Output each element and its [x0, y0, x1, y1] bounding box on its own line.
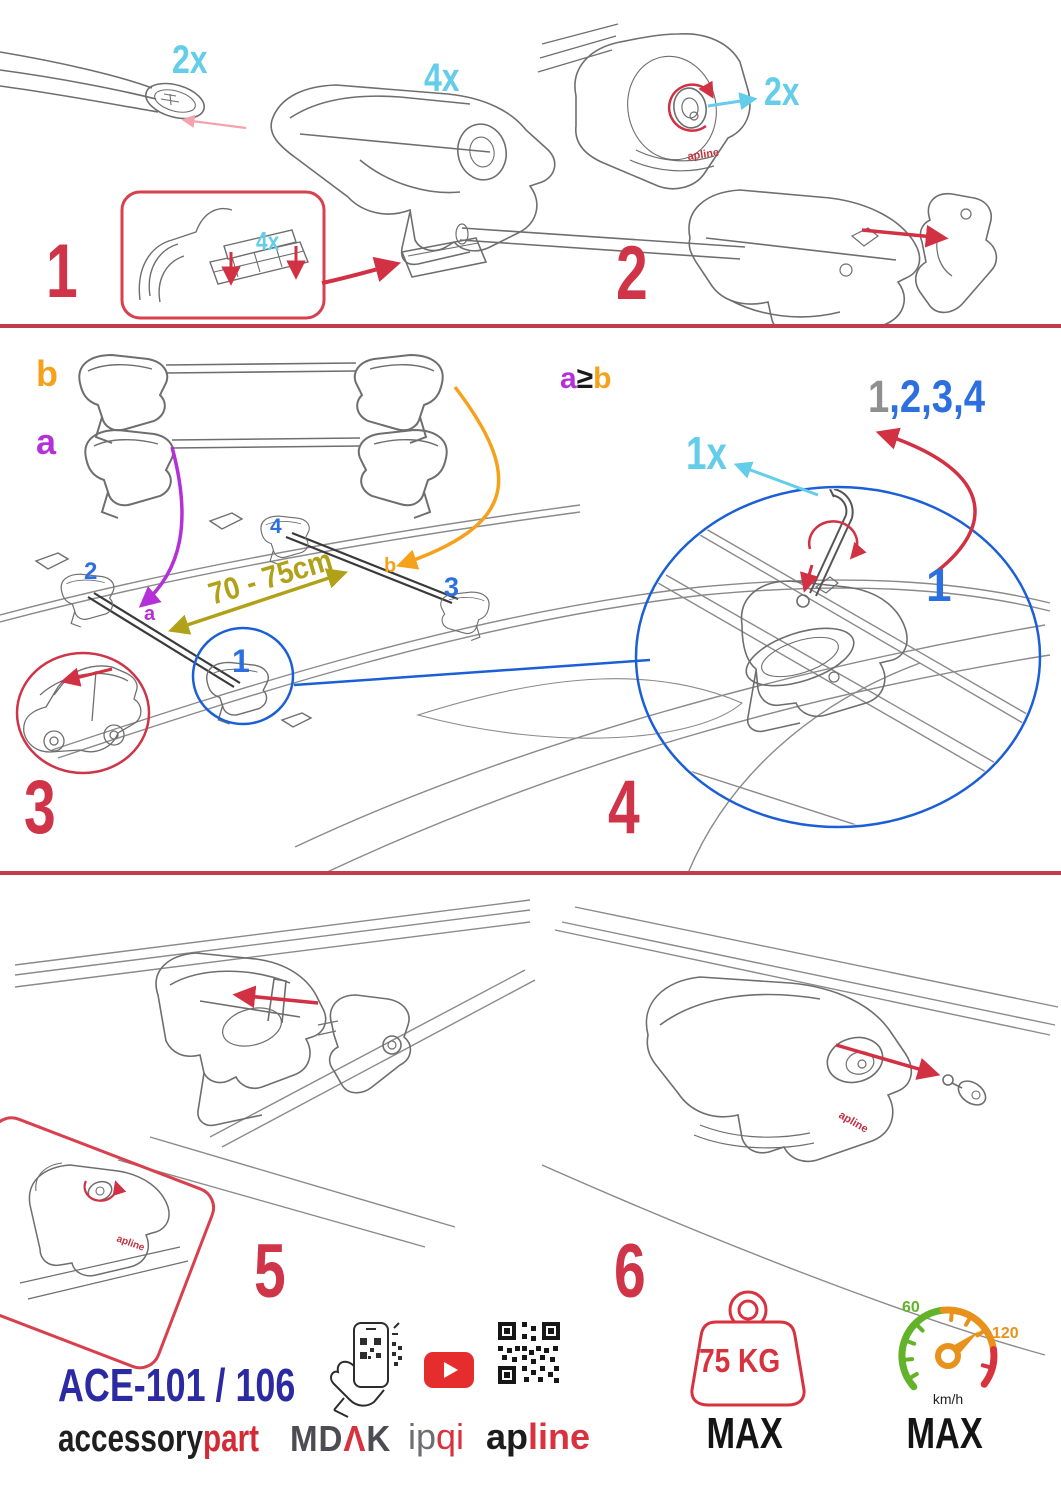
foot-qty-label: 4x	[424, 56, 460, 100]
apline-black: ap	[486, 1416, 529, 1457]
loose-pads	[36, 513, 311, 727]
brand-part-red: part	[203, 1418, 260, 1460]
locked-clamp	[646, 977, 990, 1161]
key-remove-arrow	[836, 1045, 936, 1074]
step-5-number: 5	[254, 1229, 285, 1314]
cover-slide-arrow	[237, 995, 318, 1003]
sequence-rest: ,2,3,4	[889, 371, 985, 422]
steps-1-2-illustrations	[0, 0, 1061, 325]
speed-low-label: 60	[902, 1299, 920, 1316]
sequence-first: 1	[868, 371, 890, 422]
position-2-label: 2	[84, 558, 98, 585]
position-1-label: 1	[232, 643, 250, 679]
tool-qty-label: 1x	[686, 427, 727, 479]
roof-illustration	[0, 505, 1050, 873]
inset-to-foot-arrow	[322, 264, 396, 283]
bar-b-label: b	[36, 353, 58, 394]
step-4-number: 4	[608, 765, 639, 850]
bar-a-label: a	[36, 421, 57, 462]
brand-wordmark	[58, 1420, 259, 1458]
step-2-number: 2	[616, 231, 647, 316]
magnifier-ellipse	[636, 487, 1040, 827]
ipqi-logo	[408, 1416, 465, 1457]
key-icon	[943, 1075, 990, 1110]
pad-qty-label: 4x	[256, 226, 280, 256]
cover-slide-clamp	[156, 953, 410, 1125]
ipqi-red: qi	[436, 1416, 465, 1457]
speed-unit-label: km/h	[932, 1391, 964, 1407]
max-speed-label: MAX	[906, 1409, 983, 1458]
sequence-label	[868, 371, 985, 422]
product-code: ACE-101 / 106	[58, 1359, 296, 1411]
bar-b-guide-arrow	[400, 387, 499, 565]
youtube-icon	[424, 1352, 474, 1388]
tighten-rotate-arrow	[809, 521, 857, 557]
brand-part-black: accessory	[58, 1418, 204, 1460]
lock-inset	[0, 1112, 219, 1374]
mdak-logo	[290, 1418, 392, 1459]
insert-arrow	[184, 120, 246, 128]
apline-logo	[486, 1416, 591, 1457]
roof-b-label: b	[384, 555, 397, 577]
detail-position-label: 1	[926, 559, 952, 611]
car-inset	[17, 653, 149, 773]
apline-red: line	[528, 1416, 591, 1457]
step-6-number: 6	[614, 1229, 645, 1314]
condition-b: b	[593, 362, 612, 395]
step-1-number: 1	[46, 229, 77, 314]
roof-a-label: a	[144, 603, 156, 625]
ipqi-gray: ip	[408, 1416, 437, 1457]
max-weight-value: 75 KG	[699, 1342, 781, 1379]
position-3-label: 3	[444, 572, 460, 602]
magnified-foot-illustration	[640, 489, 1046, 865]
foot-clamp-illustration	[271, 85, 555, 277]
detail-connector-line	[294, 660, 650, 685]
crossbar-a-illustration	[85, 430, 446, 518]
device-logo-text: apline	[686, 146, 720, 163]
pad-inset	[122, 192, 324, 318]
step-3-number: 3	[24, 765, 55, 850]
mdak-k: K	[366, 1418, 392, 1459]
distance-label: 70 - 75cm	[204, 541, 337, 612]
device-logo-text: apline	[836, 1109, 871, 1136]
device-logo-text: apline	[114, 1233, 146, 1254]
condition-operator: ≥	[576, 362, 594, 395]
position-4-label: 4	[270, 515, 282, 538]
key-qty-label: 2x	[764, 70, 800, 114]
mdak-caret: Λ	[343, 1418, 367, 1459]
crossbar-b-illustration	[79, 355, 442, 443]
bar-qty-label: 2x	[172, 38, 208, 82]
bolt-down-arrow	[805, 565, 812, 589]
max-weight-label: MAX	[706, 1409, 783, 1458]
qr-scan-phone-icon	[328, 1320, 408, 1418]
tool-qty-arrow	[737, 465, 818, 495]
roof-feet	[36, 513, 489, 727]
condition-a: a	[560, 362, 577, 395]
bar-a-guide-arrow	[142, 447, 182, 605]
condition-label	[560, 364, 611, 394]
lock-clamp-illustration	[538, 24, 750, 189]
speed-high-label: 120	[992, 1325, 1019, 1342]
endcap-arrow	[862, 230, 944, 238]
mdak-md: MD	[290, 1418, 344, 1459]
qr-code-icon	[498, 1322, 560, 1384]
cover-slide-illustration	[15, 900, 535, 1247]
